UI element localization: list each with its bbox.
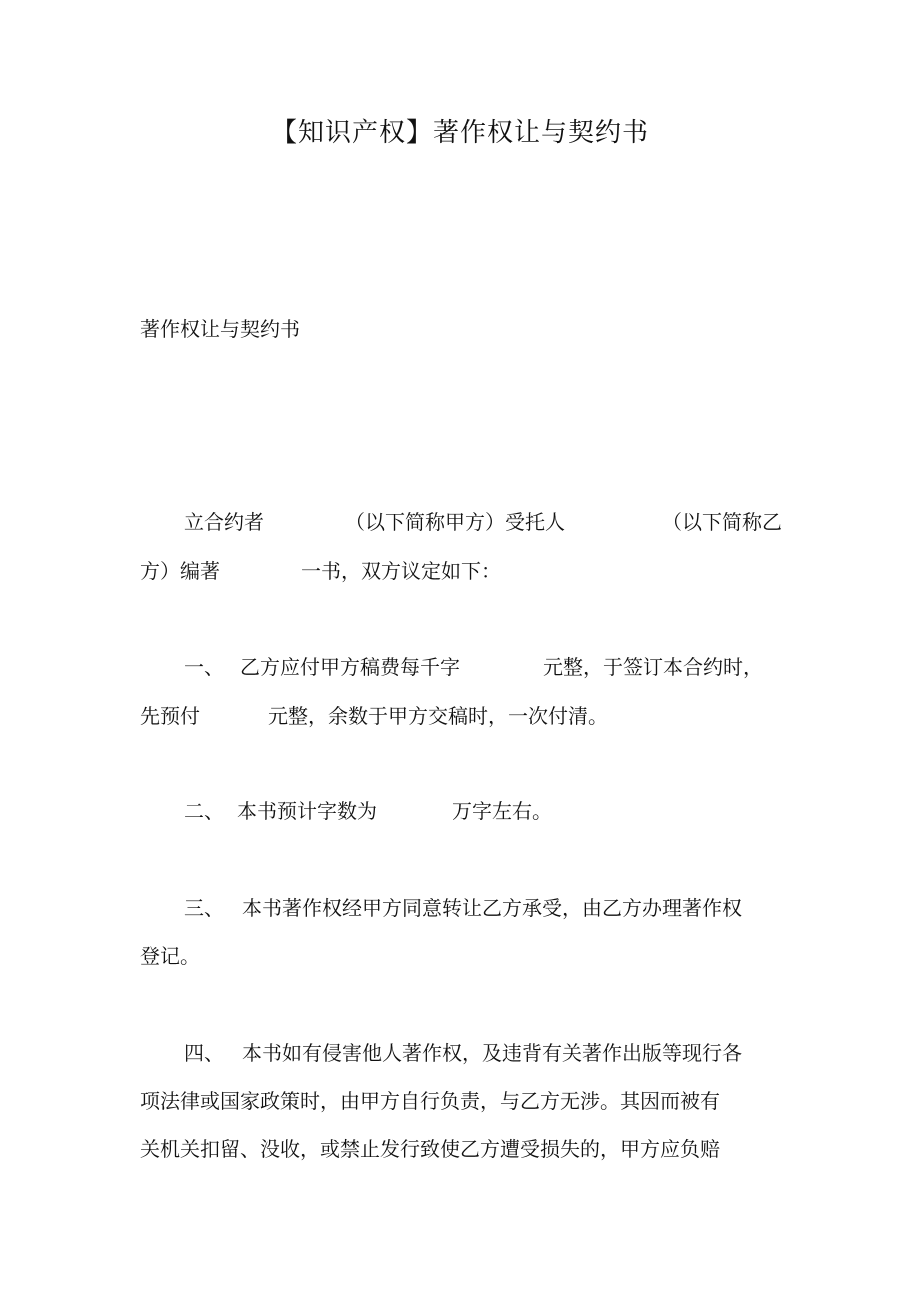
intro-agreement-text: 一书，双方议定如下： bbox=[301, 559, 501, 583]
clause-3-number: 三、 bbox=[184, 896, 224, 920]
clause-1-fee-text: 乙方应付甲方稿费每千字 bbox=[240, 655, 460, 679]
intro-author-label: 方）编著 bbox=[140, 559, 220, 583]
clause-1-number: 一、 bbox=[184, 655, 224, 679]
clause-3-line-1 bbox=[140, 893, 785, 923]
clause-2-number: 二、 bbox=[184, 799, 224, 823]
document-title: 【知识产权】著作权让与契约书 bbox=[270, 118, 649, 148]
clause-1-fee-unit: 元整，于签订本合约时， bbox=[543, 655, 763, 679]
intro-line-1 bbox=[140, 507, 785, 537]
clause-1-prepay-text: 元整，余数于甲方交稿时，一次付清。 bbox=[268, 704, 608, 728]
clause-4-number: 四、 bbox=[184, 1041, 224, 1065]
clause-4-line-3 bbox=[140, 1134, 785, 1164]
clause-2-wordcount-text: 本书预计字数为 bbox=[237, 799, 377, 823]
clause-3-text-line-2: 登记。 bbox=[140, 944, 200, 968]
clause-3-text-line-1: 本书著作权经甲方同意转让乙方承受，由乙方办理著作权 bbox=[242, 896, 742, 920]
clause-1-prepay-label: 先预付 bbox=[140, 704, 200, 728]
clause-1-line-2 bbox=[140, 701, 785, 731]
clause-4-text-line-3: 关机关扣留、没收，或禁止发行致使乙方遭受损失的，甲方应负赔 bbox=[140, 1137, 720, 1161]
clause-3-line-2 bbox=[140, 941, 785, 971]
clause-2-line-1 bbox=[140, 796, 785, 826]
intro-party-b-alias: （以下简称乙 bbox=[662, 510, 782, 534]
clause-4-text-line-2: 项法律或国家政策时，由甲方自行负责，与乙方无涉。其因而被有 bbox=[140, 1089, 720, 1113]
clause-4-line-1 bbox=[140, 1038, 785, 1068]
clause-4-line-2 bbox=[140, 1086, 785, 1116]
clause-2-wordcount-unit: 万字左右。 bbox=[452, 799, 552, 823]
clause-1-line-1 bbox=[140, 652, 785, 682]
intro-party-a-label: 立合约者 bbox=[184, 510, 264, 534]
document-subtitle: 著作权让与契约书 bbox=[140, 317, 300, 341]
intro-line-2 bbox=[140, 556, 785, 586]
clause-4-text-line-1: 本书如有侵害他人著作权，及违背有关著作出版等现行各 bbox=[242, 1041, 742, 1065]
intro-party-a-alias: （以下简称甲方）受托人 bbox=[345, 510, 565, 534]
